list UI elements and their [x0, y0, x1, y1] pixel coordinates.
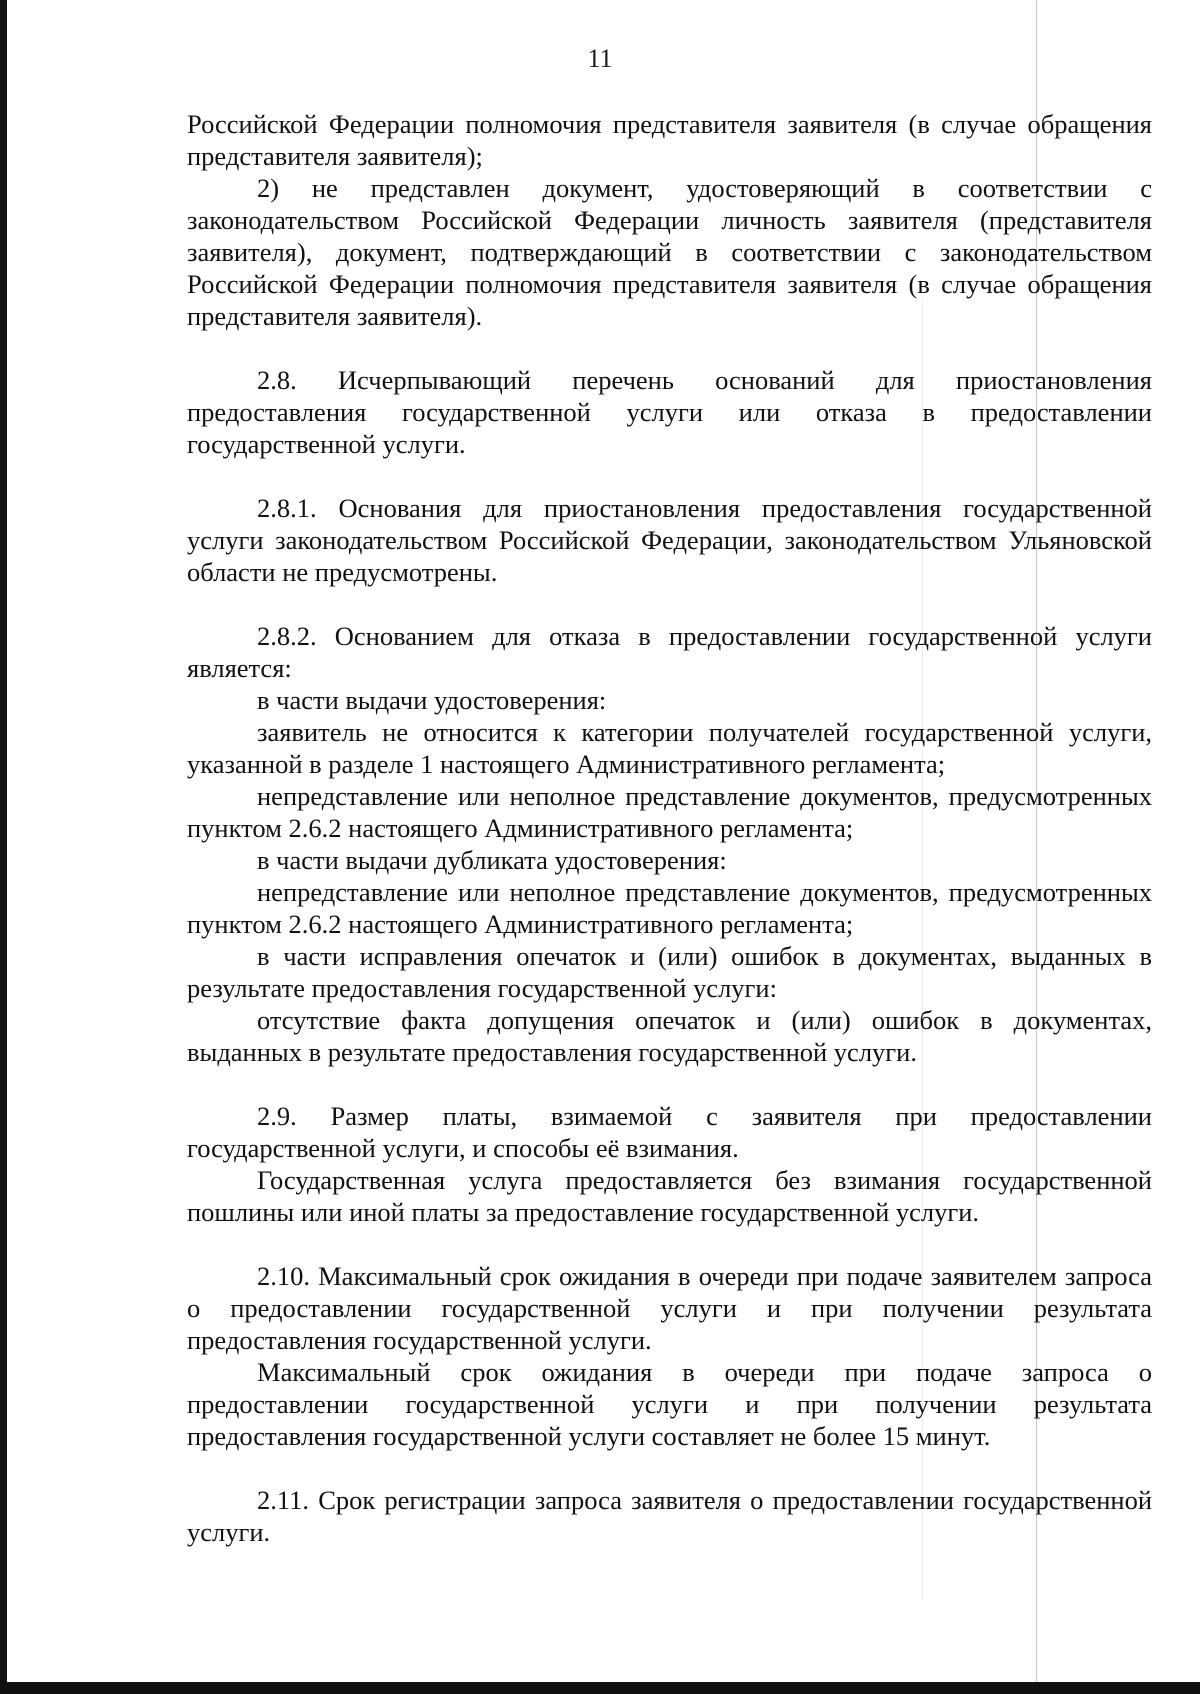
paragraph: Максимальный срок ожидания в очереди при подаче запроса о предоставлении государственной услуги и при получении результата предоставления государственной услуги составляет не более 15 минут. — [187, 1357, 1152, 1451]
paragraph: Российской Федерации полномочия представителя заявителя (в случае обращения представителя заявителя); — [187, 109, 1152, 171]
section-heading: 2.11. Срок регистрации запроса заявителя о предоставлении государственной услуги. — [187, 1485, 1152, 1547]
section-heading: 2.8. Исчерпывающий перечень оснований для приостановления предоставления государственной услуги или отказа в предоставлении государственной услуги. — [187, 365, 1152, 459]
paragraph: отсутствие факта допущения опечаток и (или) ошибок в документах, выданных в результате предоставления государственной услуги. — [187, 1005, 1152, 1067]
paragraph: непредставление или неполное представление документов, предусмотренных пунктом 2.6.2 настоящего Административного регламента; — [187, 877, 1152, 939]
paragraph: в части выдачи удостоверения: — [257, 685, 607, 715]
paragraph: непредставление или неполное представление документов, предусмотренных пунктом 2.6.2 настоящего Административного регламента; — [187, 781, 1152, 843]
paragraph: в части исправления опечаток и (или) ошибок в документах, выданных в результате предоставления государственной услуги: — [187, 941, 1152, 1003]
page-number: 11 — [587, 44, 613, 73]
document-body — [187, 108, 1152, 1548]
section-heading: 2.10. Максимальный срок ожидания в очереди при подаче заявителем запроса о предоставлении государственной услуги и при получении результата предоставления государственной услуги. — [187, 1261, 1152, 1355]
scan-border-bottom — [0, 1682, 1200, 1694]
paragraph: 2.8.1. Основания для приостановления предоставления государственной услуги законодательством Российской Федерации, законодательством Ульяновской области не предусмотрены. — [187, 493, 1152, 587]
paragraph: 2.8.2. Основанием для отказа в предоставлении государственной услуги является: — [187, 621, 1152, 683]
scan-border-left — [0, 0, 7, 1694]
paragraph: 2) не представлен документ, удостоверяющий в соответствии с законодательством Российской Федерации личность заявителя (представителя заявителя), документ, подтверждающий в соответствии с законодательством Российской Федерации полномочия представителя заявителя (в случае обращения представителя заявителя). — [187, 173, 1152, 331]
paragraph: Государственная услуга предоставляется без взимания государственной пошлины или иной платы за предоставление государственной услуги. — [187, 1165, 1152, 1227]
section-heading: 2.9. Размер платы, взимаемой с заявителя при предоставлении государственной услуги, и способы её взимания. — [187, 1101, 1152, 1163]
paragraph: в части выдачи дубликата удостоверения: — [257, 845, 727, 875]
paragraph: заявитель не относится к категории получателей государственной услуги, указанной в разделе 1 настоящего Административного регламента; — [187, 717, 1152, 779]
